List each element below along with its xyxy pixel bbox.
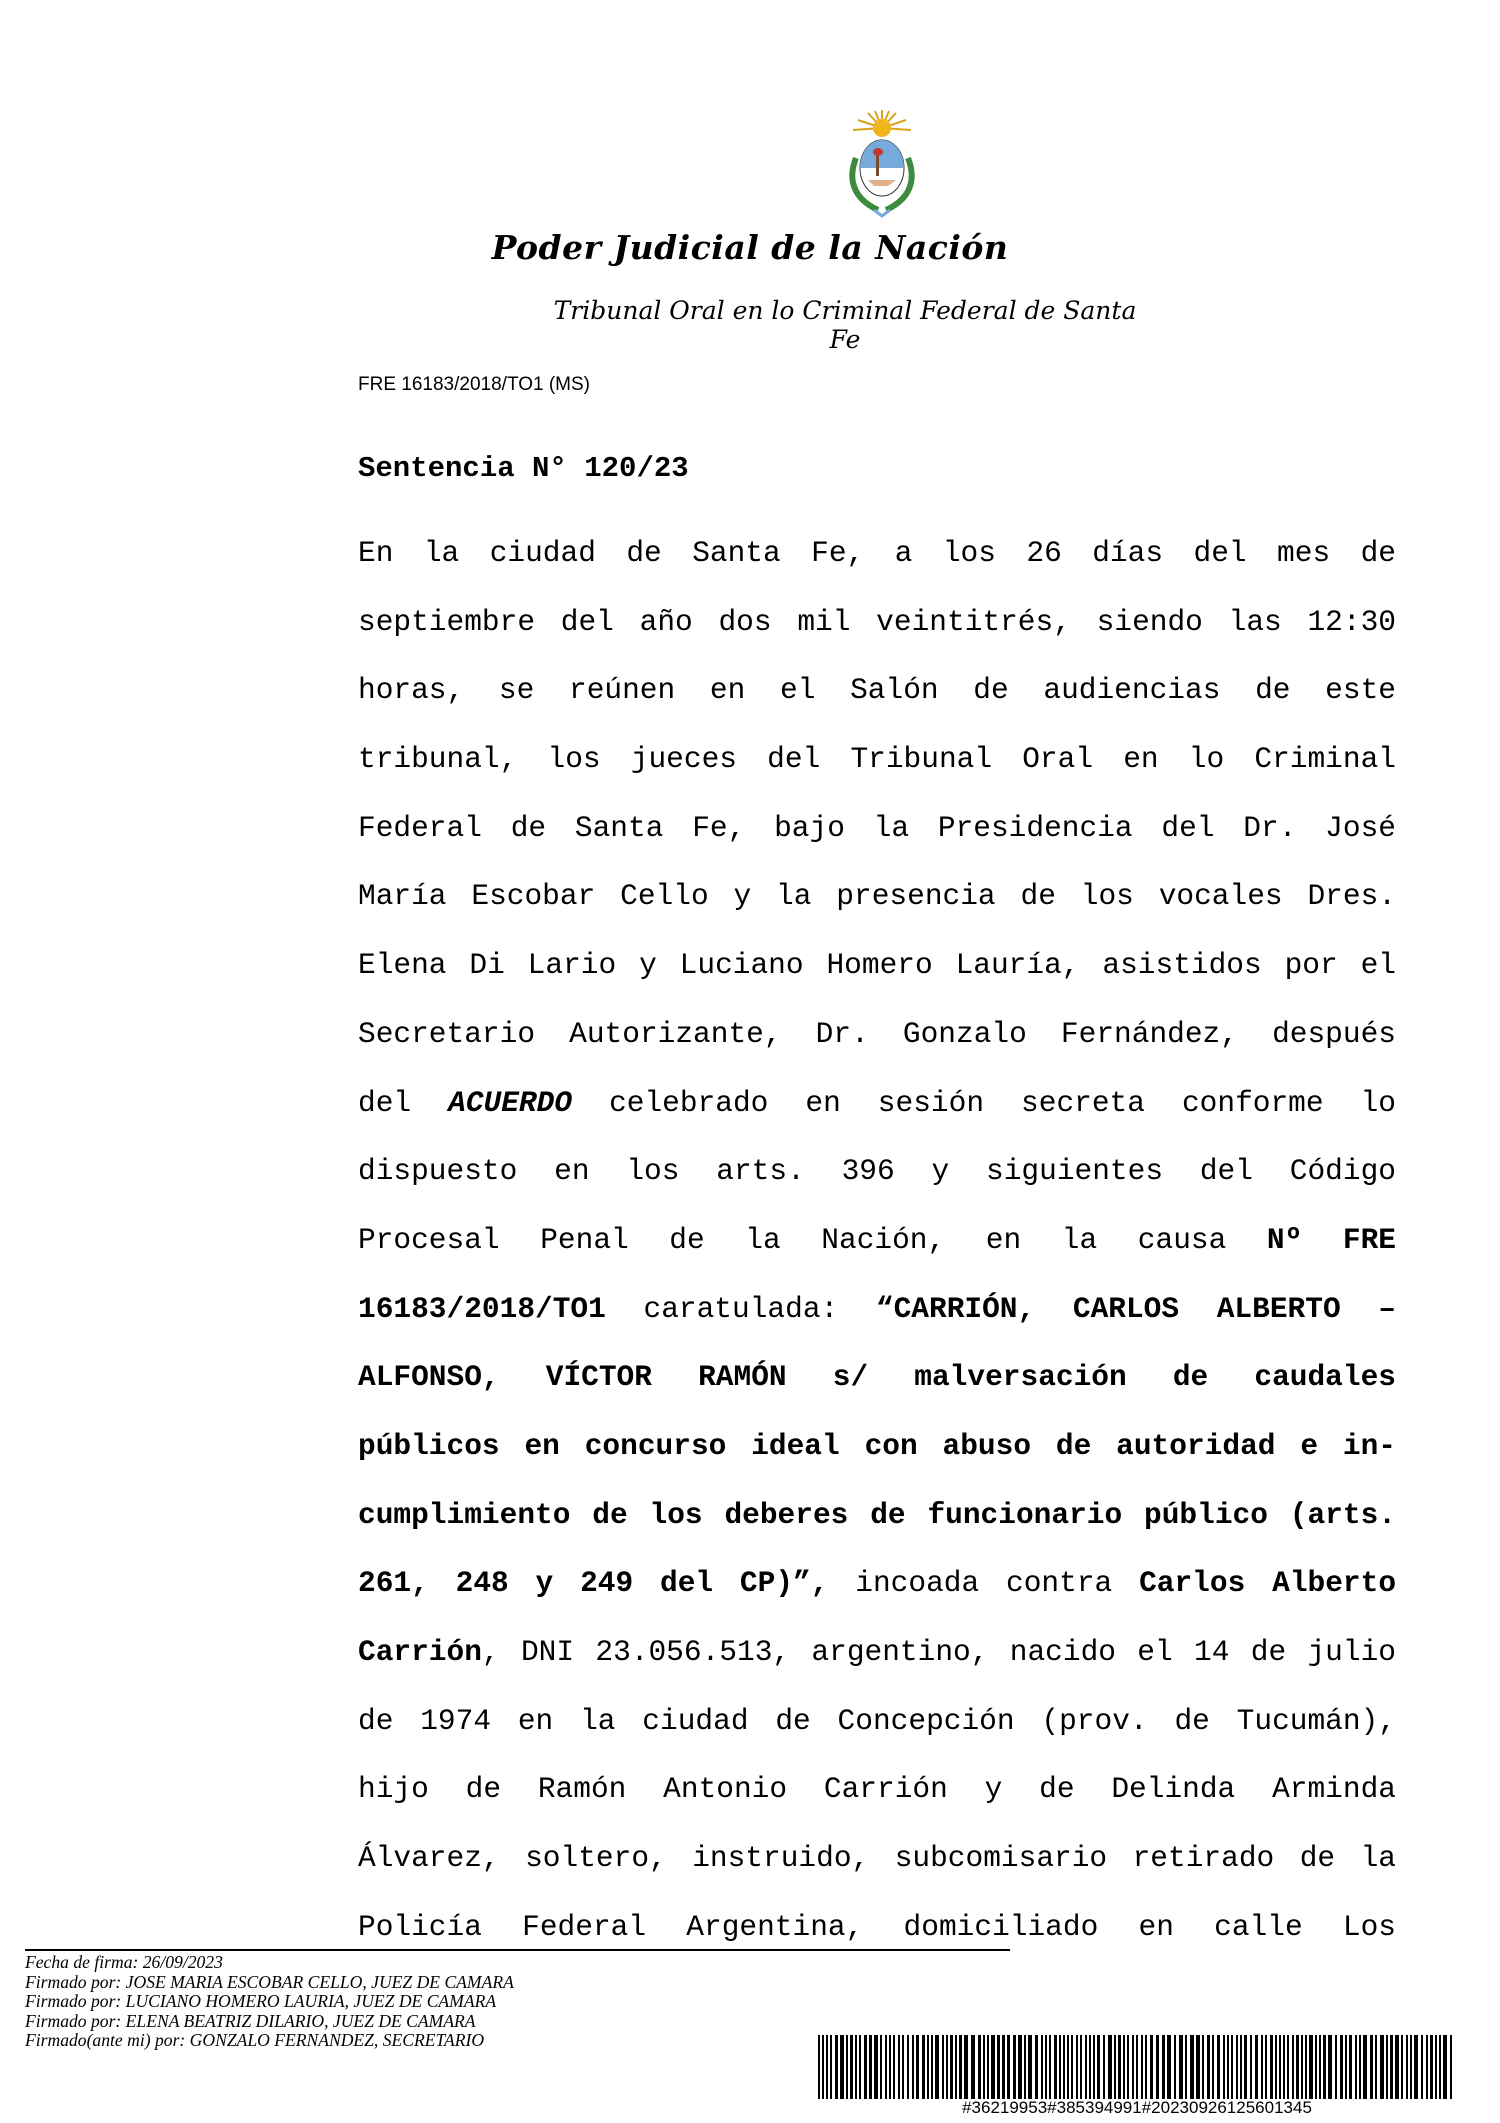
signature-line: Firmado(ante mi) por: GONZALO FERNANDEZ, SECRETARIO (25, 2030, 485, 2050)
sentence-title: Sentencia N° 120/23 (358, 452, 689, 485)
body-line: ALFONSO, VÍCTOR RAMÓN s/ malversación de caudales (358, 1360, 1396, 1395)
body-line: María Escobar Cello y la presencia de los vocales Dres. (358, 879, 1396, 914)
body-line: dispuesto en los arts. 396 y siguientes del Código (358, 1154, 1396, 1189)
case-reference: FRE 16183/2018/TO1 (MS) (358, 374, 590, 395)
body-line: 261, 248 y 249 del CP)”, incoada contra Carlos Alberto (358, 1566, 1397, 1601)
body-line: públicos en concurso ideal con abuso de autoridad e in- (358, 1428, 1396, 1463)
body-line: Federal de Santa Fe, bajo la Presidencia del Dr. José (358, 810, 1396, 845)
body-line: septiembre del año dos mil veintitrés, siendo las 12:30 (358, 604, 1396, 639)
body-line: Secretario Autorizante, Dr. Gonzalo Fernández, después (358, 1016, 1396, 1051)
signature-block (25, 1953, 514, 2051)
body-line: En la ciudad de Santa Fe, a los 26 días del mes de (358, 536, 1396, 570)
acuerdo-emphasis: ACUERDO (448, 1085, 573, 1120)
barcode-icon (818, 2035, 1456, 2099)
signature-line: Firmado por: ELENA BEATRIZ DILARIO, JUEZ DE CAMARA (25, 2010, 476, 2031)
body-line: 16183/2018/TO1 caratulada: “CARRIÓN, CARLOS ALBERTO – (358, 1291, 1397, 1326)
header-subtitle: Tribunal Oral en lo Criminal Federal de Santa Fe (553, 296, 1137, 354)
body-line: de 1974 en la ciudad de Concepción (prov. de Tucumán), (358, 1703, 1396, 1738)
body-line: del ACUERDO celebrado en sesión secreta conforme lo (358, 1085, 1397, 1120)
body-line: cumplimiento de los deberes de funcionario público (arts. (358, 1497, 1396, 1532)
body-line: Álvarez, soltero, instruido, subcomisario retirado de la (358, 1841, 1396, 1876)
body-line: Carrión, DNI 23.056.513, argentino, nacido el 14 de julio (358, 1635, 1396, 1669)
document-body (358, 530, 1396, 1972)
signature-line: Firmado por: JOSE MARIA ESCOBAR CELLO, JUEZ DE CAMARA (25, 1971, 514, 1992)
body-line: Elena Di Lario y Luciano Homero Lauría, asistidos por el (358, 948, 1396, 983)
signature-date: Fecha de firma: 26/09/2023 (25, 1952, 223, 1972)
coat-of-arms-icon (838, 108, 926, 220)
body-line: Procesal Penal de la Nación, en la causa Nº FRE (358, 1222, 1397, 1257)
body-line: hijo de Ramón Antonio Carrión y de Delinda Arminda (358, 1772, 1396, 1807)
body-line: Policía Federal Argentina, domiciliado en calle Los (358, 1909, 1396, 1944)
signature-divider (25, 1949, 1010, 1951)
barcode-text: #36219953#385394991#20230926125601345 (962, 2098, 1312, 2117)
body-line: horas, se reúnen en el Salón de audiencias de este (358, 673, 1396, 708)
signature-line: Firmado por: LUCIANO HOMERO LAURIA, JUEZ DE CAMARA (25, 1991, 497, 2011)
header-title: Poder Judicial de la Nación (491, 228, 1009, 267)
body-line: tribunal, los jueces del Tribunal Oral en lo Criminal (358, 742, 1396, 777)
